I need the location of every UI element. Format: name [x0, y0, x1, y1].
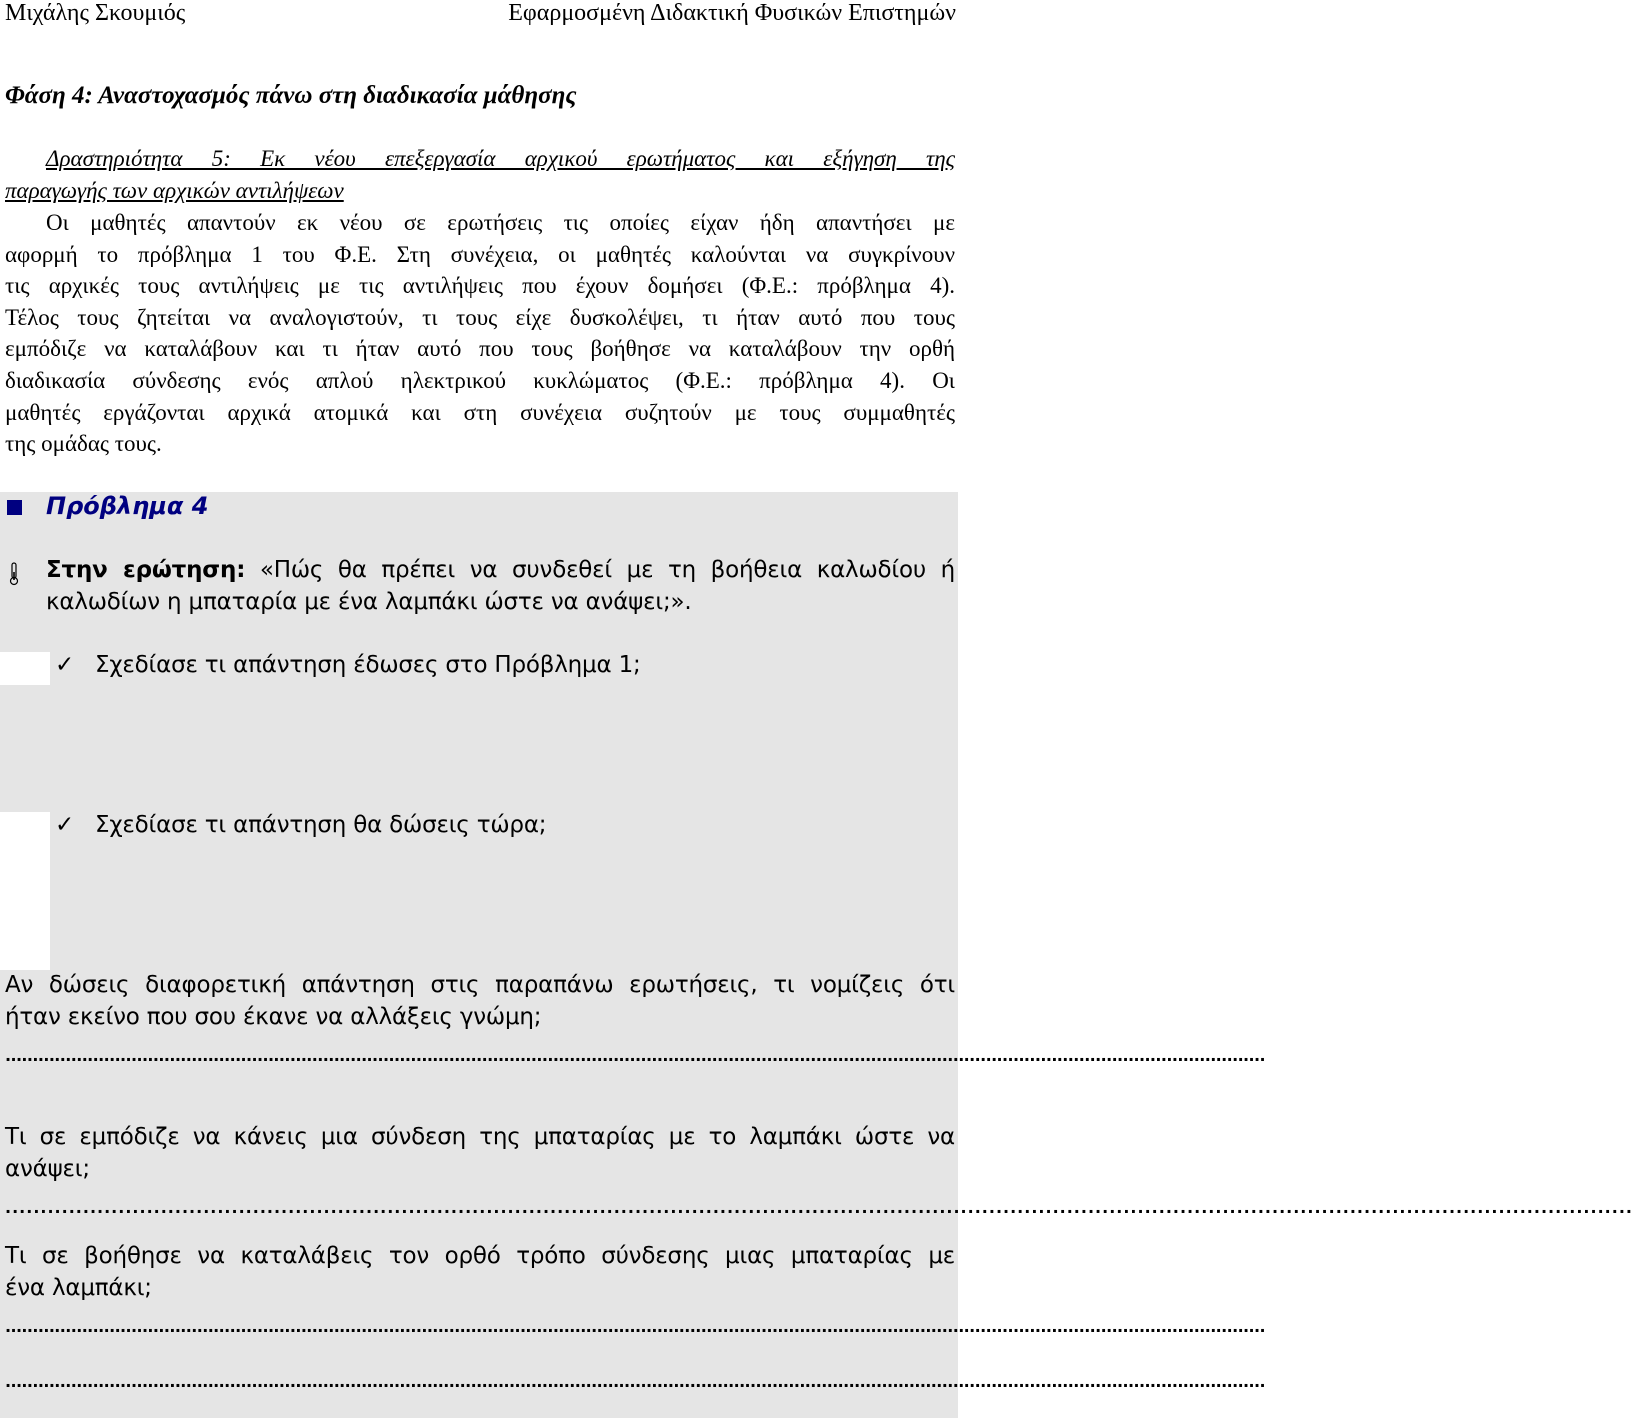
question-help: Τι σε βοήθησε να καταλάβεις τον ορθό τρόπο σύνδεσης μιας μπαταρίας με — [5, 1243, 955, 1269]
body-line: διαδικασία σύνδεσης ενός απλού ηλεκτρικού κυκλώματος (Φ.Ε.: πρόβλημα 4). Οι — [5, 368, 955, 393]
body-line: της ομάδας τους. — [5, 431, 162, 456]
header-author: Μιχάλης Σκουμιός — [5, 0, 186, 26]
header-course: Εφαρμοσμένη Διδακτική Φυσικών Επιστημών — [508, 0, 956, 26]
problem-title: Πρόβλημα 4 — [46, 492, 209, 520]
drawing-gap — [0, 652, 50, 685]
question-line: καλωδίων η μπαταρία με ένα λαμπάκι ώστε να ανάψει;». — [46, 589, 692, 615]
task-draw-before: Σχεδίασε τι απάντηση έδωσες στο Πρόβλημα 1; — [95, 652, 641, 678]
question-change-mind: ήταν εκείνο που σου έκανε να αλλάξεις γνώμη; — [5, 1004, 542, 1030]
question-change-mind: Αν δώσεις διαφορετική απάντηση στις παραπάνω ερωτήσεις, τι νομίζεις ότι — [5, 972, 955, 998]
checkmark-icon: ✓ — [55, 652, 75, 678]
answer-line[interactable]: ...................................................................................................................................................................................................................................... — [5, 1317, 1265, 1336]
question-obstacle: ανάψει; — [5, 1156, 90, 1182]
question-label: Στην ερώτηση: — [46, 557, 246, 583]
checkmark-icon: ✓ — [55, 812, 75, 838]
answer-line[interactable]: ...................................................................................................................................................................................................................................... — [5, 1046, 1265, 1065]
thermometer-icon — [8, 562, 20, 586]
body-line: Τέλος τους ζητείται να αναλογιστούν, τι τους είχε δυσκολέψει, τι ήταν αυτό που τους — [5, 305, 955, 330]
answer-line[interactable]: ...................................................................................................................................................................................................................................... — [5, 1198, 1633, 1217]
answer-line[interactable]: ...................................................................................................................................................................................................................................... — [5, 1372, 1265, 1391]
body-line: Οι μαθητές απαντούν εκ νέου σε ερωτήσεις τις οποίες είχαν ήδη απαντήσει με — [46, 210, 955, 235]
activity-title: παραγωγής των αρχικών αντιλήψεων — [5, 178, 344, 203]
body-line: εμπόδιζε να καταλάβουν και τι ήταν αυτό που τους βοήθησε να καταλάβουν την ορθή — [5, 336, 955, 361]
drawing-gap — [0, 812, 50, 970]
activity-title: Δραστηριότητα 5: Εκ νέου επεξεργασία αρχικού ερωτήματος και εξήγηση της — [46, 146, 955, 171]
question-line: Στην ερώτηση: «Πώς θα πρέπει να συνδεθεί με τη βοήθεια καλωδίου ή — [46, 557, 955, 583]
task-draw-now: Σχεδίασε τι απάντηση θα δώσεις τώρα; — [95, 812, 547, 838]
square-bullet-icon — [7, 500, 22, 515]
body-line: μαθητές εργάζονται αρχικά ατομικά και στη συνέχεια συζητούν με τους συμμαθητές — [5, 400, 955, 425]
phase-title: Φάση 4: Αναστοχασμός πάνω στη διαδικασία μάθησης — [5, 82, 577, 109]
body-line: τις αρχικές τους αντιλήψεις με τις αντιλήψεις που έχουν δομήσει (Φ.Ε.: πρόβλημα 4). — [5, 273, 955, 298]
question-obstacle: Τι σε εμπόδιζε να κάνεις μια σύνδεση της μπαταρίας με το λαμπάκι ώστε να — [5, 1124, 955, 1150]
question-help: ένα λαμπάκι; — [5, 1275, 152, 1301]
body-line: αφορμή το πρόβλημα 1 του Φ.Ε. Στη συνέχεια, οι μαθητές καλούνται να συγκρίνουν — [5, 242, 955, 267]
